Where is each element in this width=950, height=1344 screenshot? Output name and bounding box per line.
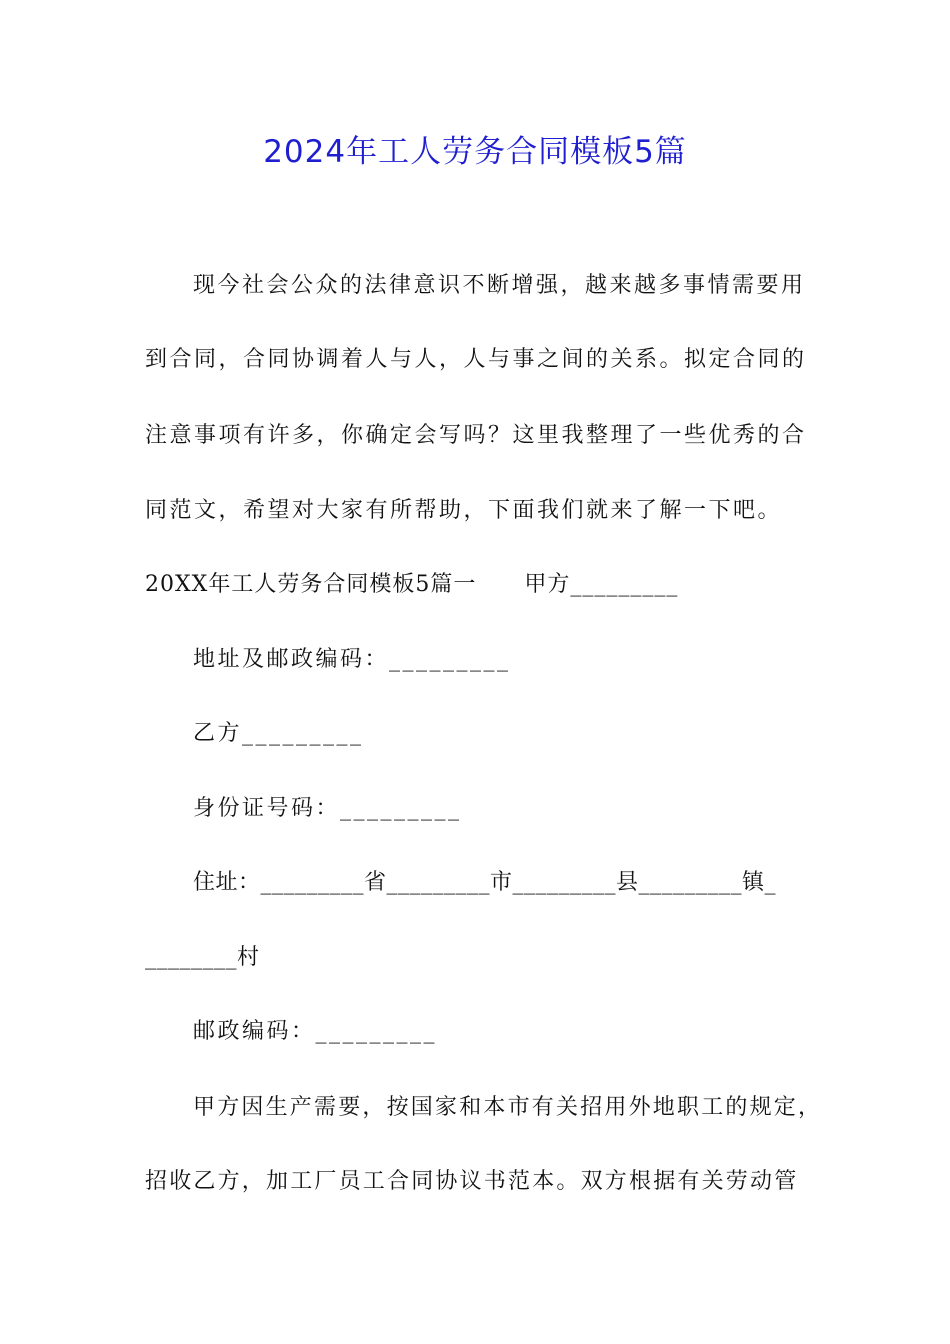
intro-line-1: 现今社会公众的法律意识不断增强，越来越多事情需要用	[193, 273, 806, 298]
residence-field-line-1: 住址：_________省_________市_________县_________镇_	[193, 870, 777, 895]
party-a-field: 甲方_________	[524, 572, 679, 597]
intro-line-4: 同范文，希望对大家有所帮助，下面我们就来了解一下吧。	[145, 498, 783, 523]
postcode-field: 邮政编码：_________	[193, 1019, 438, 1044]
document-title: 2024年工人劳务合同模板5篇	[263, 134, 687, 170]
section-heading-line	[145, 570, 678, 600]
body-line-2: 招收乙方，加工厂员工合同协议书范本。双方根据有关劳动管	[145, 1169, 799, 1194]
party-b-field: 乙方_________	[193, 721, 364, 746]
intro-line-2: 到合同，合同协调着人与人，人与事之间的关系。拟定合同的	[145, 347, 807, 372]
address-postcode-field: 地址及邮政编码：_________	[193, 647, 511, 672]
section-heading: 20XX年工人劳务合同模板5篇一	[145, 572, 477, 597]
body-line-1: 甲方因生产需要，按国家和本市有关招用外地职工的规定，	[193, 1095, 823, 1120]
residence-field-line-2: ________村	[145, 945, 260, 970]
intro-line-3: 注意事项有许多，你确定会写吗？这里我整理了一些优秀的合	[145, 423, 807, 448]
id-number-field: 身份证号码：_________	[193, 796, 462, 821]
